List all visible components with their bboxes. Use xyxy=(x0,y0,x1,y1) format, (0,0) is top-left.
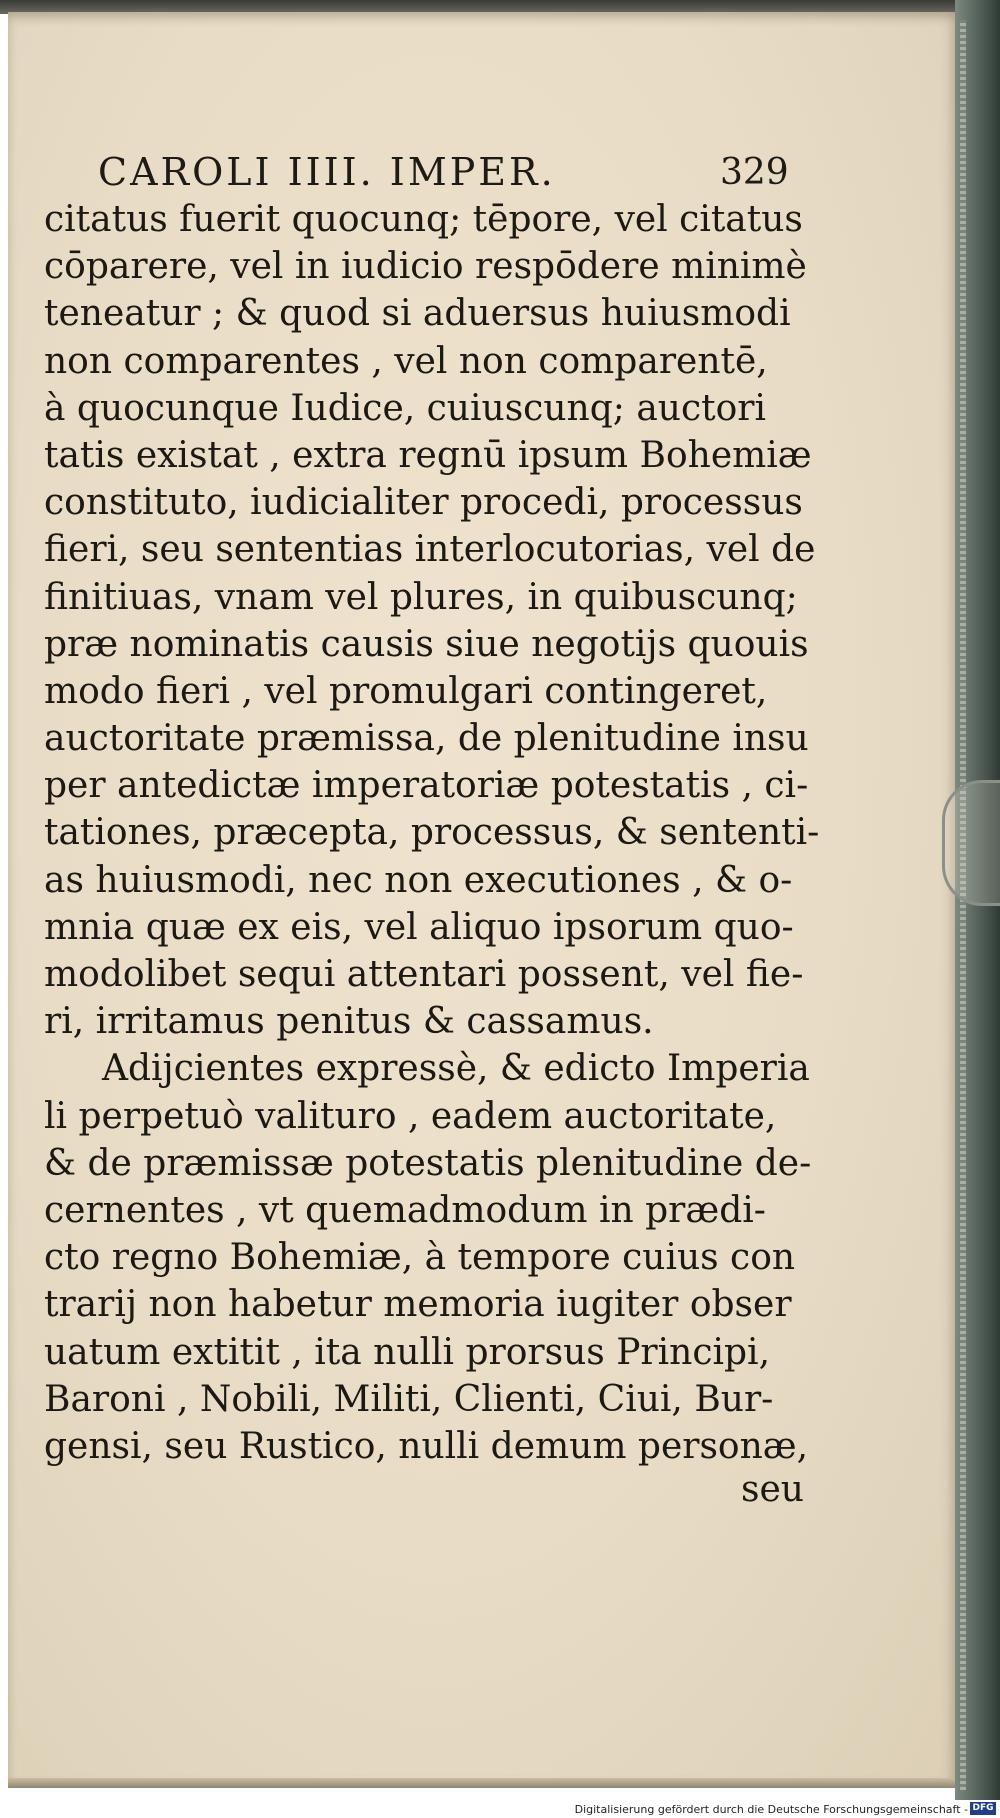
page-block-edge xyxy=(960,20,966,1790)
text-line: ri, irritamus penitus & cassamus. xyxy=(44,1001,654,1043)
text-line: mnia quæ ex eis, vel aliquo ipsorum quo- xyxy=(44,906,794,948)
text-line: trarij non habetur memoria iugiter obser xyxy=(44,1284,792,1326)
text-line: as huiusmodi, nec non executiones , & o- xyxy=(44,859,793,901)
text-line: teneatur ; & quod si aduersus huiusmodi xyxy=(44,293,791,335)
running-head-title: CAROLI IIII. IMPER. xyxy=(98,150,556,194)
page-bottom-edge xyxy=(8,1778,958,1788)
text-line: uatum extitit , ita nulli prorsus Principi, xyxy=(44,1331,771,1373)
text-line: modolibet sequi attentari possent, vel fie- xyxy=(44,954,804,995)
text-line: fieri, seu sententias interlocutorias, vel de xyxy=(44,529,816,571)
book-clasp xyxy=(942,780,1000,906)
running-head xyxy=(98,150,788,196)
text-line: li perpetuò valituro , eadem auctoritate, xyxy=(44,1095,777,1137)
dfg-logo: DFG xyxy=(970,1802,996,1815)
text-line: modo fieri , vel promulgari contingeret, xyxy=(44,670,768,712)
text-line: cernentes , vt quemadmodum in prædi- xyxy=(44,1189,766,1231)
text-line: præ nominatis causis siue negotijs quouis xyxy=(44,623,809,665)
catchword: seu xyxy=(741,1469,804,1511)
text-line: gensi, seu Rustico, nulli demum personæ, xyxy=(44,1425,809,1467)
text-line: à quocunque Iudice, cuiuscunq; auctori xyxy=(44,387,766,429)
page-number: 329 xyxy=(720,152,789,193)
text-line: cto regno Bohemiæ, à tempore cuius con xyxy=(44,1237,796,1279)
text-line: citatus fuerit quocunq; tēpore, vel citatus xyxy=(44,199,803,240)
text-line: per antedictæ imperatoriæ potestatis , ci- xyxy=(44,765,809,807)
text-line: finitiuas, vnam vel plures, in quibuscunq; xyxy=(44,576,798,618)
paragraph-start-line: Adijcientes expressè, & edicto Imperia xyxy=(102,1048,810,1090)
footer-credit: Digitalisierung gefördert durch die Deutsche Forschungsgemeinschaft - xyxy=(574,1803,968,1816)
digitization-footer xyxy=(0,1800,1000,1818)
text-line: cōparere, vel in iudicio respōdere minimè xyxy=(44,246,807,288)
body-text xyxy=(44,196,820,1511)
text-line: constituto, iudicialiter procedi, processus xyxy=(44,482,803,524)
text-line: tatis existat , extra regnū ipsum Bohemiæ xyxy=(44,434,812,476)
text-line: auctoritate præmissa, de plenitudine insu xyxy=(44,718,809,760)
text-line: & de præmissæ potestatis plenitudine de- xyxy=(44,1142,812,1184)
text-line: tationes, præcepta, processus, & sententi- xyxy=(44,812,820,854)
text-line: Baroni , Nobili, Militi, Clienti, Ciui, Bur- xyxy=(44,1378,774,1420)
text-line: non comparentes , vel non comparentē, xyxy=(44,340,768,382)
